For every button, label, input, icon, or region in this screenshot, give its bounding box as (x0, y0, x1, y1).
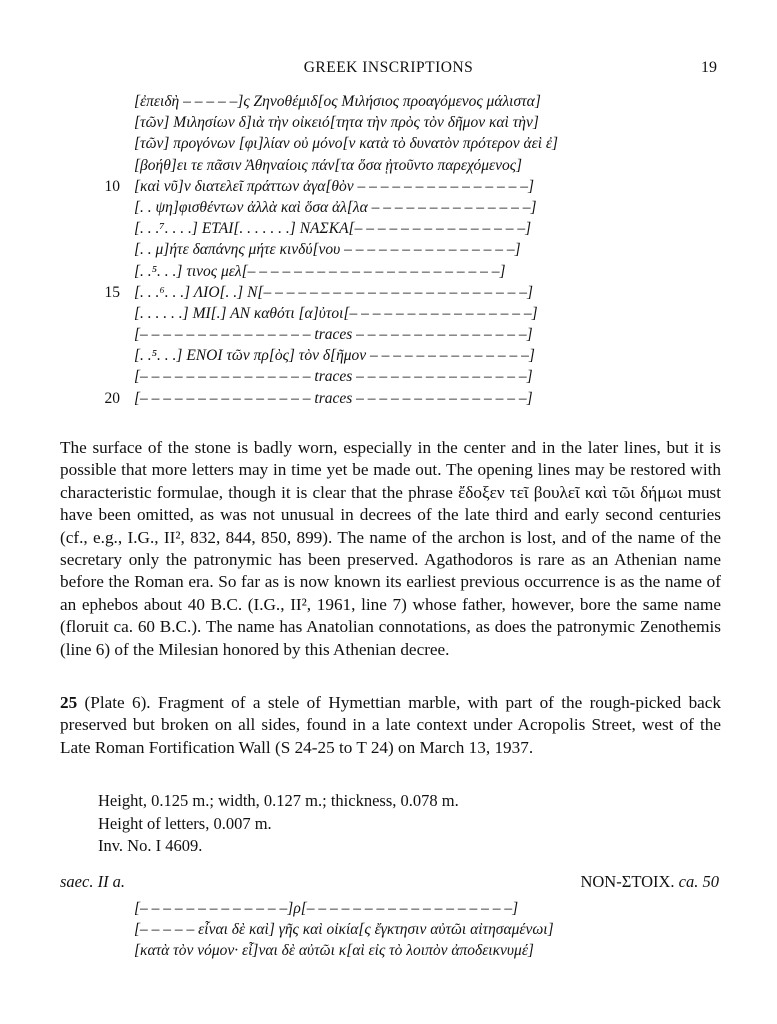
line-text: [– – – – – – – – – – – – – – – traces – – – – – – – – – – – – – – –] (134, 326, 533, 344)
inscription-line (60, 942, 660, 963)
inscription-line (60, 114, 660, 135)
inventory-number: Inv. No. I 4609. (98, 836, 203, 856)
inscription-line (60, 326, 660, 347)
inscription-line (60, 157, 660, 178)
line-text: [. . ψη]φισθέντων ἀλλὰ καὶ ὅσα ἀλ[λα – – – – – – – – – – – – – –] (134, 198, 537, 216)
inscription-25-text (60, 900, 660, 964)
inscription-line (60, 263, 660, 284)
line-text: [. .⁵. . .] ΕΝΟΙ τῶν πρ[ὸς] τὸν δ[ῆμον – – – – – – – – – – – – – –] (134, 347, 535, 365)
inscription-24-text (60, 93, 660, 411)
letter-height: Height of letters, 0.007 m. (98, 813, 272, 833)
stoichedon-note (580, 872, 719, 892)
inscription-line (60, 305, 660, 326)
line-number: 10 (104, 177, 120, 195)
inscription-line (60, 135, 660, 156)
inscription-line (60, 900, 660, 921)
stoichedon-count: ca. 50 (678, 872, 719, 891)
inscription-line (60, 241, 660, 262)
inscription-line (60, 284, 660, 305)
entry-description-text: (Plate 6). Fragment of a stele of Hymettian marble, with part of the rough-picked back preserved but broken on all sides, found in a late context under Acropolis Street, west of the Late Roman Fortification Wall (S 24-25 to T 24) on March 13, 1937. (60, 693, 722, 757)
line-text: [– – – – – εἶναι δὲ καὶ] γῆς καὶ οἰκία[ς ἔγκτησιν αὐτῶι αἰτησαμένωι] (134, 921, 554, 939)
page-number: 19 (701, 59, 717, 76)
line-text: [τῶν] Μιλησίων δ]ιὰ τὴν οἰκειό[τητα τὴν πρὸς τὸν δῆμον καὶ τὴν] (134, 114, 539, 132)
line-number: 15 (104, 283, 120, 301)
line-text: [ἐπειδὴ – – – – –]ς Ζηνοθέμιδ[ος Μιλήσιος προαγόμενος μάλιστα] (134, 93, 541, 110)
line-text: [– – – – – – – – – – – – –]ρ[– – – – – – – – – – – – – – – – – –] (134, 900, 519, 917)
date-label: saec. II a. (60, 872, 126, 891)
line-text: [βοήθ]ει τε πᾶσιν Ἀθηναίοις πάν[τα ὅσα ᾐτοῦντο παρεχόμενος] (134, 156, 523, 174)
line-text: [. . μ]ήτε δαπάνης μήτε κινδύ[νου – – – – – – – – – – – – – – –] (134, 241, 521, 259)
inscription-line (60, 178, 660, 199)
entry-25-description (60, 692, 721, 759)
entry-number: 25 (60, 693, 78, 712)
inscription-line (60, 93, 660, 114)
inscription-line (60, 921, 660, 942)
inscription-line (60, 220, 660, 241)
line-number: 20 (104, 389, 120, 407)
line-text: [τῶν] προγόνων [φι]λίαν οὐ μόνο[ν κατὰ τὸ δυνατὸν πρότερον ἀεὶ ἐ] (134, 135, 559, 153)
inscription-line (60, 368, 660, 389)
line-text: [. . .⁶. . .] ΛΙΟ[. .] Ν[– – – – – – – – – – – – – – – – – – – – – – –] (134, 283, 533, 301)
line-text: [. .⁵. . .] τινος μελ[– – – – – – – – – – – – – – – – – – – – – –] (134, 262, 506, 280)
inscription-line (60, 347, 660, 368)
entry-25-measurements (98, 790, 459, 858)
line-text: [– – – – – – – – – – – – – – – traces – – – – – – – – – – – – – – –] (134, 368, 533, 386)
commentary-text: The surface of the stone is badly worn, especially in the center and in the later lines, but it is possible that more letters may in time yet be made out. The opening lines may be restored with characteristic formulae, though it is clear that the phrase ἔδοξεν τεῖ βουλεῖ καὶ τῶι δήμωι must have been omitted, as was not unusual in decrees of the late third and early second centuries (cf., e.g., I.G., II², 832, 844, 850, 899). The name of the archon is lost, and of the name of the secretary only the patronymic has been preserved. Agathodoros is rare as an Athenian name before the Roman era. So far as is now known its earliest previous occurrence is as the name of an ephebos about 40 B.C. (I.G., II², 1961, line 7) whose father, however, bore the same name (floruit ca. 60 B.C.). The name has Anatolian connotations, as does the patronymic Zenothemis (line 6) of the Milesian honored by this Athenian decree. (60, 438, 721, 659)
line-text: [. . . . . .] ΜΙ[.] ΑΝ καθότι [α]ὐτοι[– – – – – – – – – – – – – – – –] (134, 304, 538, 322)
line-text: [κατὰ τὸν νόμον· εἶ]ναι δὲ αὐτῶι κ[αὶ εἰς τὸ λοιπὸν ἀποδεικνυμέ] (134, 942, 534, 960)
stoichedon-label: NON-ΣΤΟΙΧ. (580, 872, 675, 891)
dimensions: Height, 0.125 m.; width, 0.127 m.; thickness, 0.078 m. (98, 791, 459, 810)
commentary-paragraph (60, 437, 721, 661)
line-text: [– – – – – – – – – – – – – – – traces – – – – – – – – – – – – – – –] (134, 389, 533, 407)
inscription-line (60, 390, 660, 411)
line-text: [. . .⁷. . . .] ΕΤΑΙ[. . . . . . .] ΝΑΣΚΑ[– – – – – – – – – – – – – – –] (134, 220, 532, 238)
inscription-line (60, 199, 660, 220)
line-text: [καὶ νῦ]ν διατελεῖ πράττων ἀγα[θὸν – – – – – – – – – – – – – – –] (134, 177, 535, 195)
running-header-title: GREEK INSCRIPTIONS (303, 59, 474, 76)
